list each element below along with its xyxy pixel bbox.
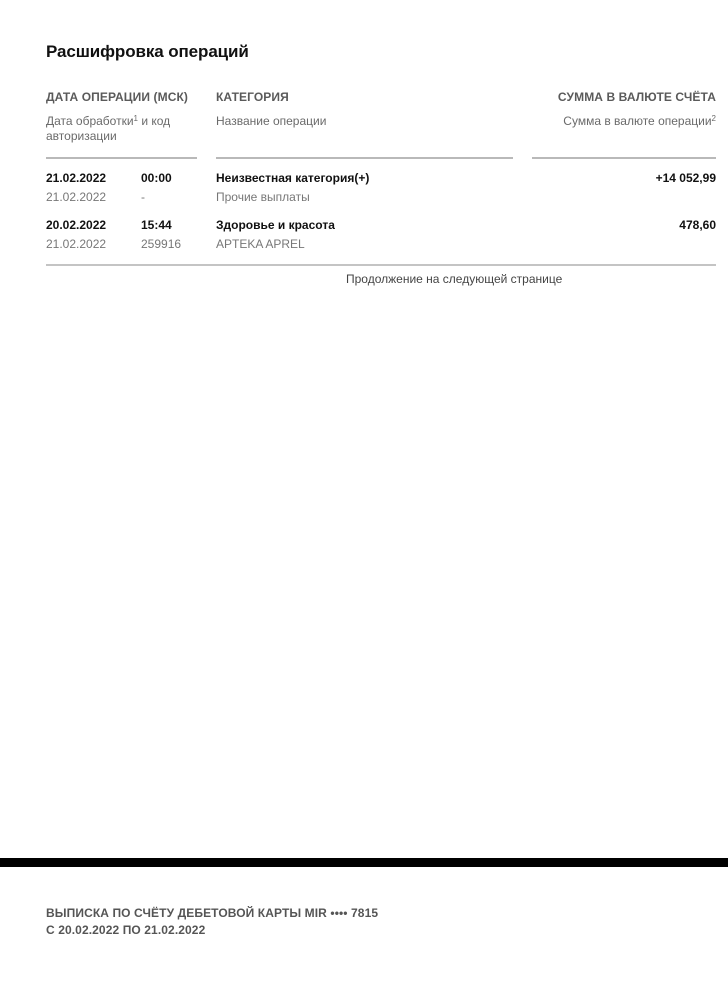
- operation-category: Неизвестная категория(+): [216, 171, 370, 185]
- continuation-note: Продолжение на следующей странице: [346, 272, 563, 286]
- operation-time: 15:44: [141, 218, 172, 232]
- sum-column-subheader: [563, 114, 716, 129]
- header-divider-date: [46, 157, 197, 159]
- processing-date: 21.02.2022: [46, 190, 107, 204]
- footer-divider-bar: [0, 858, 728, 867]
- footer-statement-title: ВЫПИСКА ПО СЧЁТУ ДЕБЕТОВОЙ КАРТЫ MIR •••• 7815: [46, 906, 379, 920]
- header-divider-category: [216, 157, 513, 159]
- date-column-header: ДАТА ОПЕРАЦИИ (МСК): [46, 90, 188, 104]
- date-sub-text-2: и код авторизации: [46, 114, 171, 143]
- operation-name: Прочие выплаты: [216, 190, 310, 204]
- header-divider-sum: [532, 157, 716, 159]
- operation-name: APTEKA APREL: [216, 237, 305, 251]
- transaction-row: [0, 218, 728, 264]
- auth-code: 259916: [141, 237, 182, 251]
- category-column-subheader: Название операции: [216, 114, 327, 128]
- table-bottom-divider: [46, 264, 716, 266]
- date-column-subheader: [46, 114, 196, 144]
- operation-date: 21.02.2022: [46, 171, 107, 185]
- operation-amount: 478,60: [679, 218, 716, 232]
- processing-date: 21.02.2022: [46, 237, 107, 251]
- footnote-marker-1: 1: [133, 114, 138, 123]
- operation-amount: +14 052,99: [655, 171, 716, 185]
- operation-date: 20.02.2022: [46, 218, 107, 232]
- auth-code: -: [141, 190, 145, 204]
- category-column-header: КАТЕГОРИЯ: [216, 90, 289, 104]
- footnote-marker-2: 2: [711, 114, 716, 123]
- transaction-row: [0, 171, 728, 217]
- operation-time: 00:00: [141, 171, 172, 185]
- sum-column-header: СУММА В ВАЛЮТЕ СЧЁТА: [557, 90, 716, 104]
- operation-category: Здоровье и красота: [216, 218, 335, 232]
- section-title: Расшифровка операций: [46, 42, 249, 61]
- sum-sub-text: Сумма в валюте операции: [563, 114, 712, 128]
- footer-statement-period: С 20.02.2022 ПО 21.02.2022: [46, 923, 206, 937]
- date-sub-text-1: Дата обработки: [46, 114, 134, 128]
